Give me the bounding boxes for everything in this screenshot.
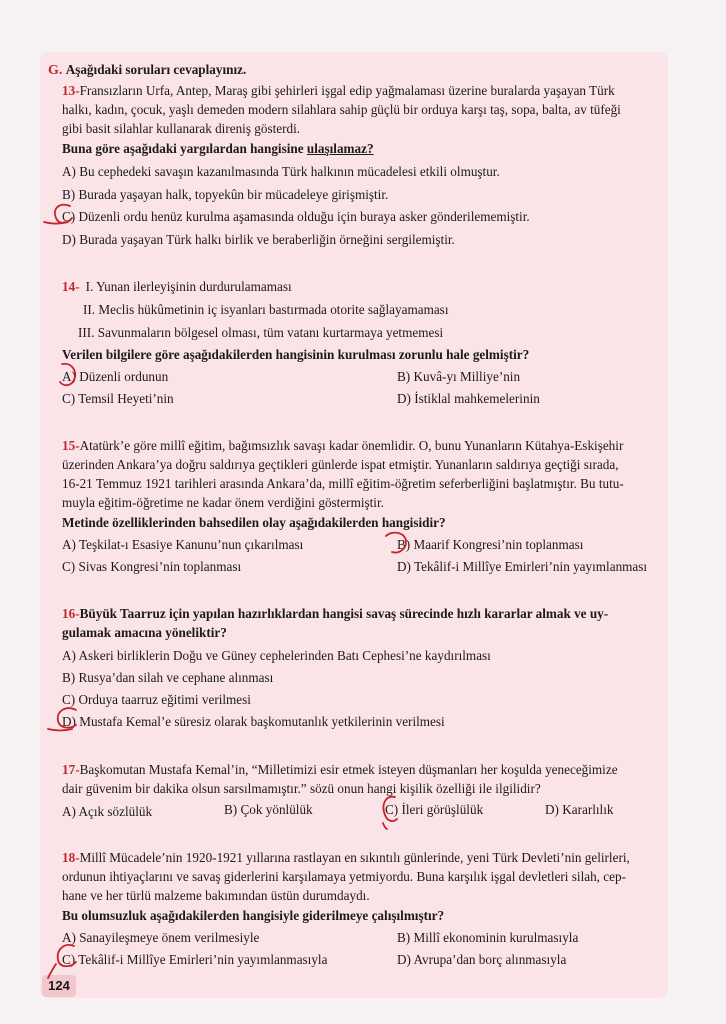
q16-option-b: B) Rusya’dan silah ve cephane alınması [62, 670, 274, 685]
q13-option-a: A) Bu cephedeki savaşın kazanılmasında Türk halkının mücadelesi etkili olmuştur. [62, 164, 500, 179]
q15-text-line-3: 16-21 Temmuz 1921 tarihleri arasında Ankara’da, millî eğitim-öğretim seferberliğini başlatmıştır. Bu tutu- [62, 476, 624, 491]
q18-text-line-3: hane ve her türlü malzeme bakımından üstün durumdaydı. [62, 888, 370, 903]
q14-statement-1: 14- I. Yunan ilerleyişinin durdurulamaması [62, 279, 292, 294]
q18-option-c: C) Tekâlif-i Millîye Emirleri’nin yayımlanmasıyla [62, 952, 328, 967]
q14-option-c: C) Temsil Heyeti’nin [62, 391, 174, 406]
q17-number: 17- [62, 762, 80, 777]
q16-option-a: A) Askeri birliklerin Doğu ve Güney cephelerinden Batı Cephesi’ne kaydırılması [62, 648, 491, 663]
q13-option-b: B) Burada yaşayan halk, topyekûn bir mücadeleye girişmiştir. [62, 187, 389, 202]
q15-option-c: C) Sivas Kongresi’nin toplanması [62, 559, 242, 574]
q15-text-line-2: üzerinden Ankara’ya doğru saldırıya geçtikleri günlerde ispat etmiştir. Yunanların saldırıya geçtiği sırada, [62, 457, 619, 472]
q16-number: 16- [62, 606, 80, 621]
q14-statement-2: II. Meclis hükûmetinin iç isyanları bastırmada otorite sağlayamaması [83, 302, 449, 317]
q13-text-line-3: gibi basit silahlar kullanarak direniş gösterdi. [62, 121, 301, 136]
q13-text-line-2: halkı, kadın, çocuk, yaşlı demeden modern silahlara sahip güçlü bir orduya karşı taş, sopa, balta, av tüfeği [62, 102, 621, 117]
page-number: 124 [42, 975, 76, 997]
q17-text-line-1: 17-Başkomutan Mustafa Kemal’in, “Milletimizi esir etmek isteyen düşmanları her koşulda yeneceğimize [62, 762, 618, 777]
q18-option-a: A) Sanayileşmeye önem verilmesiyle [62, 930, 260, 945]
q14-statement-3: III. Savunmaların bölgesel olması, tüm vatanı kurtarmaya yetmemesi [78, 325, 444, 340]
q14-option-a: A) Düzenli ordunun [62, 369, 169, 384]
q17-option-d: D) Kararlılık [545, 802, 614, 817]
q16-option-d: D) Mustafa Kemal’e süresiz olarak başkomutanlık yetkilerinin verilmesi [62, 714, 445, 729]
q13-number: 13- [62, 83, 80, 98]
q15-stem: Metinde özelliklerinden bahsedilen olay aşağıdakilerden hangisidir? [62, 515, 446, 530]
q15-option-d: D) Tekâlif-i Millîye Emirleri’nin yayımlanması [397, 559, 648, 574]
q18-text-line-1: 18-Millî Mücadele’nin 1920-1921 yıllarına rastlayan en sıkıntılı günlerinde, yeni Türk Devleti’nin gelirleri, [62, 850, 630, 865]
q15-text-line-4: muyla eğitim-öğretime ne kadar önem verdiğini göstermiştir. [62, 495, 384, 510]
q13-stem: Buna göre aşağıdaki yargılardan hangisine ulaşılamaz? [62, 141, 374, 156]
q18-number: 18- [62, 850, 80, 865]
q15-option-b: B) Maarif Kongresi’nin toplanması [397, 537, 584, 552]
q13-option-c: C) Düzenli ordu henüz kurulma aşamasında olduğu için buraya asker gönderilememiştir. [62, 209, 530, 224]
section-letter: G. [48, 63, 63, 78]
q17-option-a: A) Açık sözlülük [62, 804, 153, 819]
q14-option-d: D) İstiklal mahkemelerinin [397, 391, 540, 406]
q18-option-d: D) Avrupa’dan borç alınmasıyla [397, 952, 567, 967]
section-title: Aşağıdaki soruları cevaplayınız. [65, 62, 247, 77]
q13-text-line-1: 13-Fransızların Urfa, Antep, Maraş gibi şehirleri işgal edip yağmalaması üzerine buralarda yaşayan Türk [62, 83, 615, 98]
q13-option-d: D) Burada yaşayan Türk halkı birlik ve beraberliğin örneğini sergilemiştir. [62, 232, 455, 247]
q18-stem: Bu olumsuzluk aşağıdakilerden hangisiyle giderilmeye çalışılmıştır? [62, 908, 445, 923]
q15-number: 15- [62, 438, 80, 453]
q16-stem-line-1: 16-Büyük Taarruz için yapılan hazırlıklardan hangisi savaş sürecinde hızlı kararlar almak ve uy- [62, 606, 609, 621]
q16-stem-line-2: gulamak amacına yöneliktir? [62, 625, 227, 640]
q14-stem: Verilen bilgilere göre aşağıdakilerden hangisinin kurulması zorunlu hale gelmiştir? [62, 347, 530, 362]
q15-option-a: A) Teşkilat-ı Esasiye Kanunu’nun çıkarılması [62, 537, 304, 552]
q14-option-b: B) Kuvâ-yı Milliye’nin [397, 369, 521, 384]
q17-text-line-2: dair güvenim bir dakika olsun sarsılmamıştır.” sözü onun hangi kişilik özelliği ile ilgilidir? [62, 781, 541, 796]
q17-option-c: C) İleri görüşlülük [385, 802, 484, 817]
section-heading [48, 61, 246, 79]
q18-text-line-2: ordunun ihtiyaçlarını ve savaş giderlerini karşılamaya yetmiyordu. Buna karşılık işgal devletleri silah, cep- [62, 869, 626, 884]
q14-number: 14- [62, 279, 80, 294]
q16-option-c: C) Orduya taarruz eğitimi verilmesi [62, 692, 251, 707]
q18-option-b: B) Millî ekonominin kurulmasıyla [397, 930, 579, 945]
q17-option-b: B) Çok yönlülük [224, 802, 313, 817]
q15-text-line-1: 15-Atatürk’e göre millî eğitim, bağımsızlık savaşı kadar önemlidir. O, bunu Yunanların Kütahya-Eskişehir [62, 438, 624, 453]
